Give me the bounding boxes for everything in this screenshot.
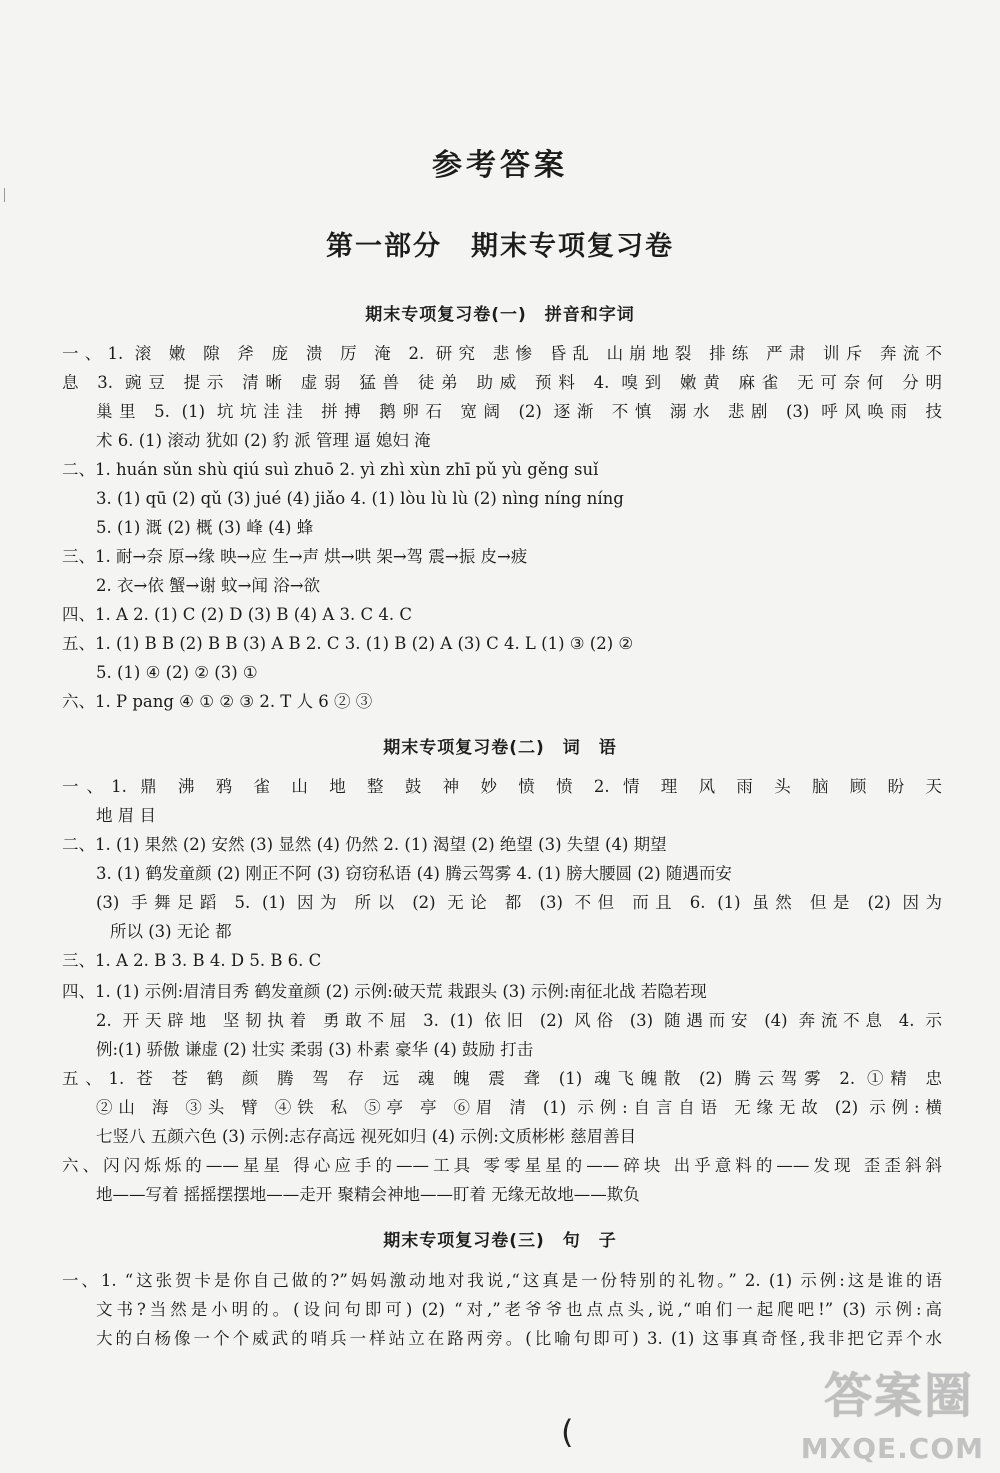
part-title: 第一部分 期末专项复习卷 bbox=[326, 231, 674, 262]
answer-line: 二、1. (1) 果然 (2) 安然 (3) 显然 (4) 仍然 2. (1) 渴望 (2) 绝望 (3) 失望 (4) 期望 bbox=[62, 835, 667, 854]
answer-line: 巢里 5. (1) 坑坑洼洼 拼搏 鹅卵石 宽阔 (2) 逐渐 不慎 溺水 悲剧 (3) 呼风唤雨 技 bbox=[96, 402, 942, 421]
answer-line: 例:(1) 骄傲 谦虚 (2) 壮实 柔弱 (3) 朴素 豪华 (4) 鼓励 打击 bbox=[96, 1040, 534, 1059]
answer-line: 六、1. P pang ④ ① ② ③ 2. T 人 6 ② ③ bbox=[62, 692, 373, 711]
answer-line: 七竖八 五颜六色 (3) 示例:志存高远 视死如归 (4) 示例:文质彬彬 慈眉善目 bbox=[96, 1127, 637, 1146]
answer-line: 五、1. (1) B B (2) B B (3) A B 2. C 3. (1) B (2) A (3) C 4. L (1) ③ (2) ② bbox=[62, 634, 634, 653]
answer-line: 3. (1) qū (2) qǔ (3) jué (4) jiǎo 4. (1) lòu lù lù (2) nìng níng níng bbox=[96, 489, 624, 508]
watermark-logo: 答案圈 bbox=[823, 1368, 974, 1424]
answer-line: 2. 开天辟地 坚韧执着 勇敢不屈 3. (1) 依旧 (2) 风俗 (3) 随遇而安 (4) 奔流不息 4. 示 bbox=[96, 1011, 942, 1030]
answer-line: 六、闪闪烁烁的——星星 得心应手的——工具 零零星星的——碎块 出乎意料的——发现 歪歪斜斜 bbox=[62, 1156, 942, 1175]
answer-line: 术 6. (1) 滚动 犹如 (2) 豹 派 管理 逼 媳妇 淹 bbox=[96, 431, 431, 450]
answer-line: 四、1. A 2. (1) C (2) D (3) B (4) A 3. C 4. C bbox=[62, 605, 412, 624]
answer-line: 二、1. huán sǔn shù qiú suì zhuō 2. yì zhì xùn zhī pǔ yù gěng suǐ bbox=[62, 460, 599, 479]
answer-line: 地 眉 目 bbox=[96, 806, 156, 825]
section-title-2: 期末专项复习卷(二) 词 语 bbox=[383, 738, 617, 758]
answer-line: 5. (1) ④ (2) ② (3) ① bbox=[96, 663, 258, 682]
answer-line: 所以 (3) 无论 都 bbox=[110, 922, 232, 941]
section-title-3: 期末专项复习卷(三) 句 子 bbox=[383, 1231, 617, 1251]
page-title: 参考答案 bbox=[432, 148, 568, 183]
answer-line: 大的白杨像一个个威武的哨兵一样站立在路两旁。(比喻句即可) 3. (1) 这事真奇怪,我非把它弄个水 bbox=[96, 1329, 942, 1348]
answer-line: ②山 海 ③头 臂 ④铁 私 ⑤亭 亭 ⑥眉 清 (1) 示例:自言自语 无缘无故 (2) 示例:横 bbox=[96, 1098, 942, 1117]
watermark bbox=[758, 1357, 988, 1467]
answer-line: 四、1. (1) 示例:眉清目秀 鹤发童颜 (2) 示例:破天荒 栽跟头 (3) 示例:南征北战 若隐若现 bbox=[62, 982, 707, 1001]
section-title-1: 期末专项复习卷(一) 拼音和字词 bbox=[365, 305, 635, 325]
answer-line: 2. 衣→依 蟹→谢 蚊→闻 浴→欲 bbox=[96, 576, 321, 595]
answer-line: 一、1. 滚 嫩 隙 斧 庞 溃 厉 淹 2. 研究 悲惨 昏乱 山崩地裂 排练 严肃 训斥 奔流不 bbox=[62, 344, 942, 363]
answer-line: 一、1. 鼎 沸 鸦 雀 山 地 整 鼓 神 妙 愤 愤 2. 情 理 风 雨 头 脑 顾 盼 天 bbox=[62, 777, 942, 796]
answer-line: (3) 手舞足蹈 5. (1) 因为 所以 (2) 无论 都 (3) 不但 而且 6. (1) 虽然 但是 (2) 因为 bbox=[96, 893, 942, 912]
answer-line: 文书?当然是小明的。(设问句即可) (2) “对,”老爷爷也点点头,说,“咱们一起爬吧!” (3) 示例:高 bbox=[96, 1300, 942, 1319]
watermark-url: MXQE.COM bbox=[800, 1432, 984, 1465]
answer-line: 地——写着 摇摇摆摆地——走开 聚精会神地——盯着 无缘无故地——欺负 bbox=[96, 1185, 640, 1204]
answer-line: 3. (1) 鹤发童颜 (2) 刚正不阿 (3) 窃窃私语 (4) 腾云驾雾 4. (1) 膀大腰圆 (2) 随遇而安 bbox=[96, 864, 732, 883]
scan-edge-mark bbox=[4, 188, 5, 202]
page-number-bracket: ( bbox=[561, 1413, 574, 1451]
answer-line: 5. (1) 溉 (2) 概 (3) 峰 (4) 蜂 bbox=[96, 518, 314, 537]
answer-line: 一、1. “这张贺卡是你自己做的?”妈妈激动地对我说,“这真是一份特别的礼物。” 2. (1) 示例:这是谁的语 bbox=[62, 1271, 942, 1290]
answer-line: 五、1. 苍 苍 鹤 颜 腾 驾 存 远 魂 魄 震 聋 (1) 魂飞魄散 (2) 腾云驾雾 2. ①精 忠 bbox=[62, 1069, 942, 1088]
answer-line: 三、1. A 2. B 3. B 4. D 5. B 6. C bbox=[62, 951, 322, 970]
answer-line: 息 3. 豌豆 提示 清晰 虚弱 猛兽 徒弟 助威 预料 4. 嗅到 嫩黄 麻雀 无可奈何 分明 bbox=[62, 373, 942, 392]
answer-line: 三、1. 耐→奈 原→缘 映→应 生→声 烘→哄 架→驾 震→振 皮→疲 bbox=[62, 547, 528, 566]
